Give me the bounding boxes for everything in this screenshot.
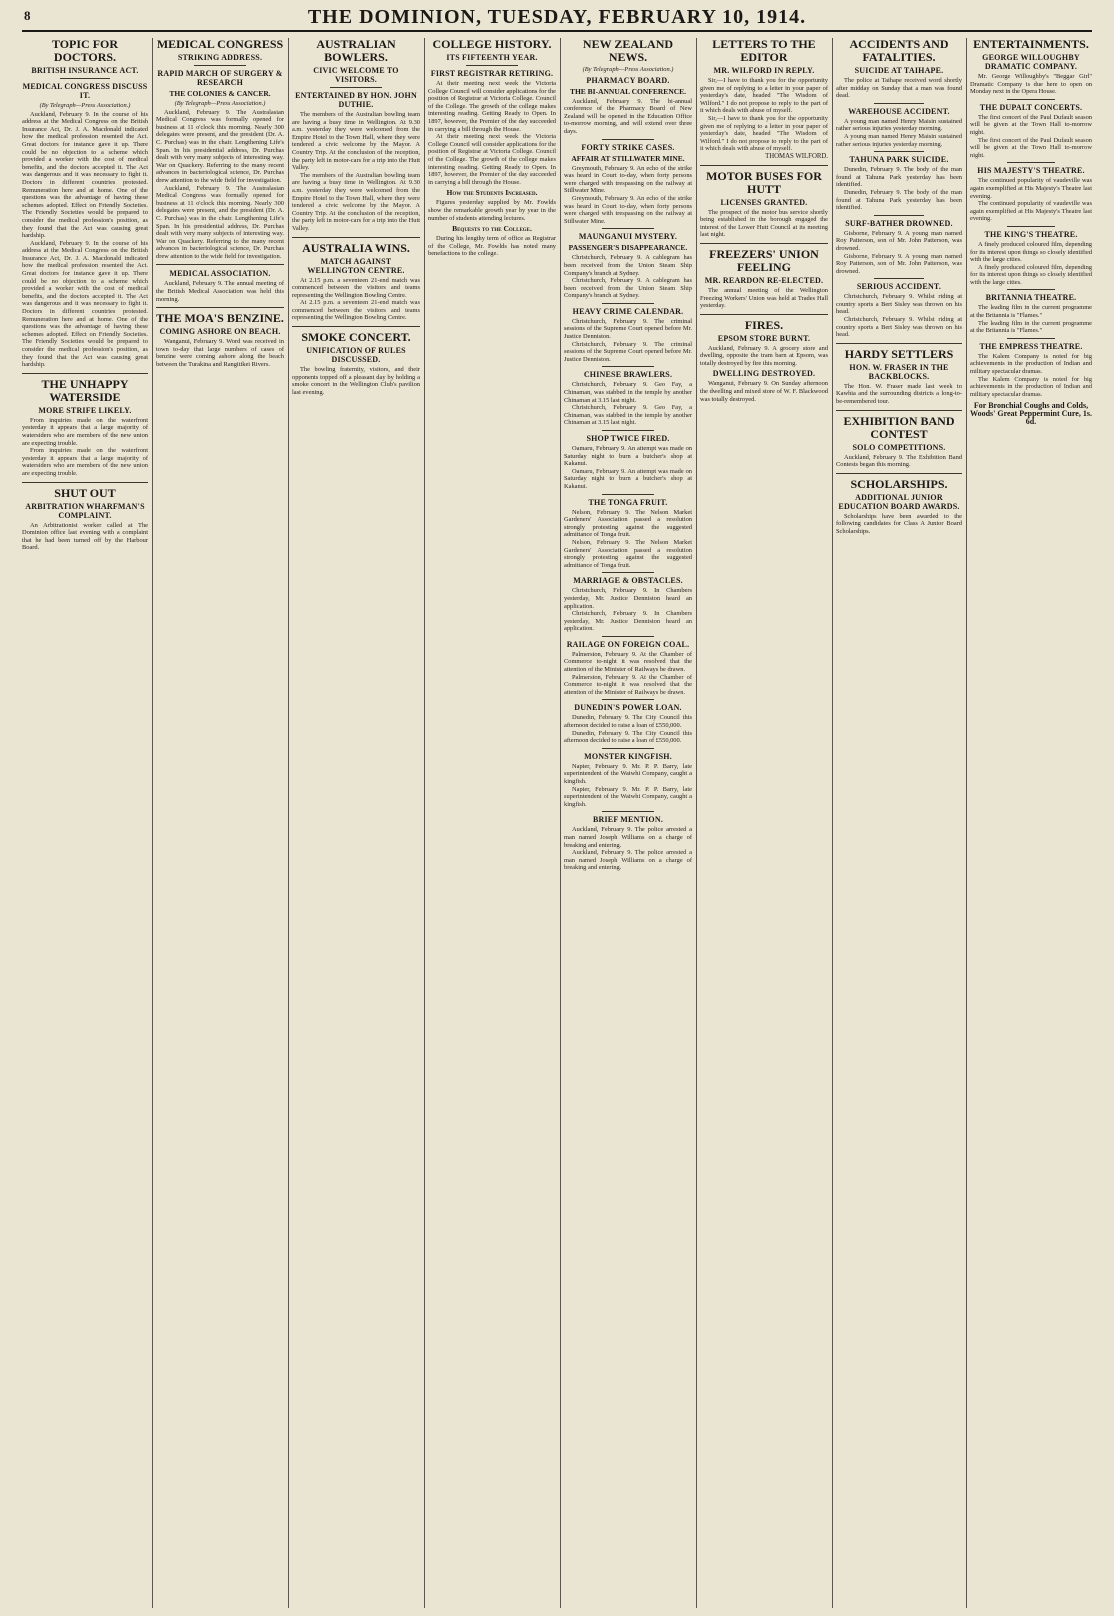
article-body: Auckland, February 9. The bi-annual conference of the Pharmacy Board of New Zealand will be opened in the Education Office to-morrow morning, and will extend over three days.: [564, 97, 692, 135]
subheading: How the Students Increased.: [446, 188, 538, 198]
article-body: The members of the Australian bowling team are having a busy time in Wellington. At 9.30 a.m. yesterday they were welcomed from the Empire Hotel to the Town Hall, where they were tendered a civic welcome by the Mayor. A Country Trip. At the conclusion of the reception, the party left in motor-cars for a trip into the Hutt Valley.: [292, 171, 420, 232]
subheading: SUICIDE AT TAIHAPE.: [854, 66, 944, 75]
headline: FREEZERS' UNION FEELING: [709, 246, 819, 274]
subheading: MR. WILFORD IN REPLY.: [713, 66, 815, 75]
headline: COLLEGE HISTORY.: [432, 38, 552, 51]
item-body: Nelson, February 9. The Nelson Market Gardeners' Association passed a resolution strongly protesting against the suggested admittance of Tonga fruit.: [564, 508, 692, 539]
subheading: MORE STRIFE LIKELY.: [38, 405, 132, 415]
headline: TOPIC FOR DOCTORS.: [51, 38, 119, 64]
item-headline: BRITANNIA THEATRE.: [985, 293, 1077, 303]
item-headline: HEAVY CRIME CALENDAR.: [572, 306, 684, 316]
item-body: Christchurch, February 9. Geo Fay, a Chinaman, was stabbed in the temple by another Chinaman at 3.15 last night.: [564, 404, 692, 427]
item-headline: MONSTER KINGFISH.: [584, 751, 672, 761]
subheading: THE BI-ANNUAL CONFERENCE.: [569, 86, 687, 96]
item-body: The first concert of the Paul Dufault season will be given at the Town Hall to-morrow night.: [970, 113, 1092, 136]
column-australian-bowlers: [292, 38, 420, 1608]
item-headline: MAUNGANUI MYSTERY.: [578, 232, 678, 242]
item-body: Nelson, February 9. The Nelson Market Gardeners' Association passed a resolution strongly protesting against the suggested admittance of Tonga fruit.: [564, 538, 692, 569]
headline: HARDY SETTLERS: [844, 346, 954, 361]
item-body: The first concert of the Paul Dufault season will be given at the Town Hall to-morrow night.: [970, 136, 1092, 159]
column-college-history: [428, 38, 556, 1608]
article-body: During his lengthy term of office as Registrar of the College, Mr. Fowlds has noted many benefactions to the college.: [428, 235, 556, 258]
article-body: The police at Taihape received word shortly after midday on Sunday that a man was found dead.: [836, 77, 962, 100]
column-letters-to-editor: [700, 38, 828, 1608]
article-body: The prospect of the motor bus service shortly being established in the borough engaged the interest of the Lower Hutt Council at its meeting last night.: [700, 208, 828, 239]
article-body: The bowling fraternity, visitors, and their opponents topped off a pleasant day by holding a smoke concert in the Wellington Club's pavilion last evening.: [292, 366, 420, 396]
item-headline: FORTY STRIKE CASES.: [581, 142, 675, 152]
item-headline: THE TONGA FRUIT.: [588, 497, 668, 507]
headline: NEW ZEALAND NEWS.: [582, 38, 674, 64]
subheading: ITS FIFTEENTH YEAR.: [446, 53, 538, 62]
article-body: The Hon. W. Fraser made last week to Kawhia and the surrounding districts a long-to-be-remembered tour.: [836, 382, 962, 406]
subheading: PHARMACY BOARD.: [586, 75, 670, 85]
headline: FIRES.: [744, 317, 784, 332]
item-body: Christchurch, February 9. The criminal sessions of the Supreme Court opened before Mr. Justice Denniston.: [564, 317, 692, 341]
item-body: A young man named Henry Maisin sustained rather serious injuries yesterday morning.: [836, 117, 962, 133]
item-body: Christchurch, February 9. A cablegram has been received from the Union Steam Ship Company's branch at Sydney.: [564, 254, 692, 277]
item-body: Dunedin, February 9. The City Council this afternoon decided to raise a loan of £550,000.: [564, 729, 692, 745]
item-body: Palmerston, February 9. At the Chamber of Commerce to-night it was resolved that the attention of the Minister of Railways be drawn.: [564, 673, 692, 696]
headline: AUSTRALIA WINS.: [302, 240, 410, 255]
headline: LETTERS TO THE EDITOR: [712, 38, 816, 64]
item-body: A finely produced coloured film, depending for its interest upon things so closely identified with the large cities.: [970, 240, 1092, 264]
subheading: EPSOM STORE BURNT.: [717, 333, 811, 343]
article-body: At their meeting next week the Victoria College Council will consider applications for the position of Registrar at Victoria College. Council of the College. The growth of the college makes interesting reading. Getting Ready to Open. In 1897, however, the Premier of the day succeeded in carrying a bill through the House.: [428, 133, 556, 186]
item-headline: RAILAGE ON FOREIGN COAL.: [566, 639, 690, 649]
subheading: ADDITIONAL JUNIOR EDUCATION BOARD AWARDS.: [838, 492, 960, 511]
subheading: Bequests to the College.: [452, 224, 532, 234]
item-body: Christchurch, February 9. Geo Fay, a Chinaman, was stabbed in the temple by another Chinaman at 3.15 last night.: [564, 381, 692, 404]
headline: THE UNHAPPY WATERSIDE: [41, 376, 129, 404]
item-body: Napier, February 9. Mr. P. P. Barry, late superintendent of the Waiwhi Company, caught a kingfish.: [564, 762, 692, 785]
item-subheading: PASSENGER'S DISAPPEARANCE.: [568, 243, 688, 253]
advertisement: For Bronchial Coughs and Colds, Woods' Great Peppermint Cure, 1s. 6d.: [970, 401, 1092, 426]
headline: MOTOR BUSES FOR HUTT: [706, 168, 822, 196]
item-headline: WAREHOUSE ACCIDENT.: [848, 106, 950, 116]
item-body: Greymouth, February 9. An echo of the strike was heard in Court to-day, when forty persons were charged with trespassing on the railway at Stillwater Mine.: [564, 194, 692, 225]
item-headline: TAHUNA PARK SUICIDE.: [849, 155, 949, 165]
item-subheading: AFFAIR AT STILLWATER MINE.: [571, 153, 685, 163]
subheading: UNIFICATION OF RULES DISCUSSED.: [306, 346, 406, 365]
article-body: Figures yesterday supplied by Mr. Fowlds show the remarkable growth year by year in the number of students attending lectures.: [428, 199, 556, 222]
item-body: Dunedin, February 9. The body of the man found at Tahuna Park yesterday has been identified.: [836, 166, 962, 189]
article-body: The annual meeting of the Wellington Freezing Workers' Union was held at Trades Hall yesterday.: [700, 286, 828, 310]
headline: EXHIBITION BAND CONTEST: [843, 413, 955, 441]
article-body: From inquiries made on the waterfront yesterday it appears that a large majority of watersiders who are members of the new union are expecting trouble.: [22, 447, 148, 477]
item-body: Christchurch, February 9. Whilst riding at country sports a Bert Sisley was thrown on his head.: [836, 316, 962, 339]
letter-signature: THOMAS WILFORD.: [765, 152, 828, 160]
item-body: The leading film in the current programme at the Britannia is "Flames.": [970, 304, 1092, 320]
column-new-zealand-news: [564, 38, 692, 1608]
subheading: LICENSES GRANTED.: [720, 197, 808, 207]
item-headline: MARRIAGE & OBSTACLES.: [573, 576, 683, 586]
item-body: The leading film in the current programme at the Britannia is "Flames.": [970, 319, 1092, 335]
credit-line: (By Telegraph—Press Association.): [174, 100, 266, 107]
item-headline: SERIOUS ACCIDENT.: [856, 282, 942, 292]
subheading: MATCH AGAINST WELLINGTON CENTRE.: [307, 256, 405, 275]
subheading: GEORGE WILLOUGHBY DRAMATIC COMPANY.: [982, 53, 1080, 71]
item-headline: THE EMPRESS THEATRE.: [979, 341, 1083, 351]
article-body: Auckland, February 9. The Australasian Medical Congress was formally opened for business at 11 o'clock this morning. Nearly 300 delegates were present, and the president (Dr. A. C. Purchas) was in the chair. Lengthening Life's Span. In his presidential address, Dr. Purchas dealt with very many subjects of interesting way. War on Quackery. Referring to the many recent advances in bacteriological science, Dr. Purchas drew attention to the wide field for investigation.: [156, 108, 284, 184]
credit-line: (By Telegraph—Press Association.): [582, 66, 674, 73]
item-body: The Kalem Company is noted for big achievements in the production of Indian and military spectacular dramas.: [970, 375, 1092, 398]
article-body: An Arbitrationist worker called at The Dominion office last evening with a complaint that he had been turned off by the Harbour Board.: [22, 521, 148, 552]
masthead: [22, 4, 1092, 32]
subheading: DWELLING DESTROYED.: [712, 369, 816, 379]
article-body: Auckland, February 9. In the course of his address at the Medical Congress on the British Insurance Act, Dr. J. A. Macdonald indicated how the medical profession resented the Act. Great doctors for instance gave it up. There could be no objection to a scheme which provided a worker with the cost of medical benefits, and the doctors accepted it. The Act was dangerous and it was necessary to fight it. Doctors in different countries protested. Remuneration here and at home. One of the questions was the advantage of having these schemes adopted. Effect on Friendly Societies. The Friendly Societies would be prepared to consider the medical profession's position, as they found that the Act was causing great hardship.: [22, 110, 148, 240]
article-body: Auckland, February 9. A grocery store and dwelling, opposite the tram barn at Epsom, was totally destroyed by fire this morning.: [700, 344, 828, 367]
item-body: Napier, February 9. Mr. P. P. Barry, late superintendent of the Waiwhi Company, caught a kingfish.: [564, 785, 692, 808]
headline: SCHOLARSHIPS.: [850, 476, 948, 491]
subheading: MEDICAL CONGRESS DISCUSS IT.: [22, 82, 148, 100]
column-entertainments: [970, 38, 1092, 1608]
subheading: FIRST REGISTRAR RETIRING.: [430, 69, 554, 78]
item-body: The continued popularity of vaudeville was again exemplified at His Majesty's Theatre last evening.: [970, 177, 1092, 200]
article-body: The members of the Australian bowling team are having a busy time in Wellington. At 9.30 a.m. yesterday they were welcomed from the Empire Hotel to the Town Hall, where they were tendered a civic welcome by the Mayor. A Country Trip. At the conclusion of the reception, the party left in motor-cars for a trip into the Hutt Valley.: [292, 111, 420, 172]
headline: ENTERTAINMENTS.: [973, 38, 1089, 51]
item-body: Dunedin, February 9. The body of the man found at Tahuna Park yesterday has been identified.: [836, 188, 962, 212]
subheading: MEDICAL ASSOCIATION.: [169, 269, 271, 279]
item-headline: DUNEDIN'S POWER LOAN.: [574, 703, 682, 713]
item-body: Gisborne, February 9. A young man named Roy Patterson, son of Mr. John Patterson, was drowned.: [836, 252, 962, 275]
letter-body: Sir,—I have to thank you for the opportunity given me of replying to a letter in your paper of yesterday's date, headed "The Wisdom of Wilford." I do not propose to reply to the part of it which deals with abuse of myself.: [700, 77, 828, 115]
subheading: ENTERTAINED BY HON. JOHN DUTHIE.: [295, 91, 417, 109]
item-body: A finely produced coloured film, depending for its interest upon things so closely identified with the large cities.: [970, 263, 1092, 286]
headline: AUSTRALIAN BOWLERS.: [316, 38, 396, 64]
item-body: Dunedin, February 9. The City Council this afternoon decided to raise a loan of £550,000.: [564, 714, 692, 730]
article-body: At 2.15 p.m. a seventeen 21-end match was commenced between the visitors and teams representing the Wellington Bowling Centre.: [292, 299, 420, 322]
headline: ACCIDENTS AND FATALITIES.: [849, 38, 949, 64]
item-body: The continued popularity of vaudeville was again exemplified at His Majesty's Theatre last evening.: [970, 200, 1092, 223]
subheading: STRIKING ADDRESS.: [177, 53, 263, 62]
item-headline: THE KING'S THEATRE.: [984, 229, 1078, 239]
item-headline: HIS MAJESTY'S THEATRE.: [977, 166, 1085, 176]
article-body: From inquiries made on the waterfront yesterday it appears that a large majority of watersiders who are members of the new union are expecting trouble.: [22, 416, 148, 447]
article-body: Auckland, February 9. In the course of his address at the Medical Congress on the British Insurance Act, Dr. J. A. Macdonald indicated how the medical profession resented the Act. Great doctors for instance gave it up. There could be no objection to a scheme which provided a worker with the cost of medical benefits, and the doctors accepted it. The Act was dangerous and it was necessary to fight it. Doctors in different countries protested. Remuneration here and at home. One of the questions was the advantage of having these schemes adopted. Effect on Friendly Societies. The Friendly Societies would be prepared to consider the medical profession's position, as they found that the Act was causing great hardship.: [22, 239, 148, 369]
item-body: Christchurch, February 9. In Chambers yesterday, Mr. Justice Denniston heard an application.: [564, 610, 692, 633]
headline: THE MOA'S BENZINE.: [156, 311, 284, 326]
article-body: At 2.15 p.m. a seventeen 21-end match was commenced between the visitors and teams representing the Wellington Bowling Centre.: [292, 276, 420, 299]
column-accidents: [836, 38, 962, 1608]
subheading: THE COLONIES & CANCER.: [169, 89, 271, 98]
subheading: MR. REARDON RE-ELECTED.: [704, 275, 824, 285]
item-body: Greymouth, February 9. An echo of the strike was heard in Court to-day, when forty persons were charged with trespassing on the railway at Stillwater Mine.: [564, 164, 692, 195]
item-body: Christchurch, February 9. The criminal sessions of the Supreme Court opened before Mr. Justice Denniston.: [564, 340, 692, 363]
article-body: Scholarships have been awarded to the following candidates for Class A Junior Board Scholarships.: [836, 512, 962, 535]
article-body: Auckland, February 9. The Australasian Medical Congress was formally opened for business at 11 o'clock this morning. Nearly 300 delegates were present, and the president (Dr. A. C. Purchas) was in the chair. Lengthening Life's Span. In his presidential address, Dr. Purchas dealt with very many subjects of interesting way. War on Quackery. Referring to the many recent advances in bacteriological science, Dr. Purchas drew attention to the wide field for investigation.: [156, 184, 284, 260]
headline: SMOKE CONCERT.: [301, 330, 411, 345]
headline: SHUT OUT: [54, 485, 116, 500]
credit-line: (By Telegraph—Press Association.): [39, 102, 131, 109]
headline: MEDICAL CONGRESS: [156, 38, 284, 51]
item-body: Oamaru, February 9. An attempt was made on Saturday night to burn a butcher's shop at Kakanui.: [564, 467, 692, 490]
item-headline: CHINESE BRAWLERS.: [583, 370, 673, 380]
item-body: Auckland, February 9. The police arrested a man named Joseph Williams on a charge of breaking and entering.: [564, 849, 692, 872]
subheading: CIVIC WELCOME TO VISITORS.: [313, 66, 399, 84]
item-headline: SURF-BATHER DROWNED.: [845, 218, 953, 228]
page-number: 8: [24, 8, 31, 23]
column-medical-congress: [156, 38, 284, 1608]
item-body: Christchurch, February 9. A cablegram has been received from the Union Steam Ship Company's branch at Sydney.: [564, 277, 692, 300]
article-body: Auckland, February 9. The Exhibition Band Contests began this morning.: [836, 453, 962, 469]
article-body: Auckland, February 9. The annual meeting of the British Medical Association was held this morning.: [156, 280, 284, 303]
column-topic-for-doctors: [22, 38, 148, 1608]
subheading: HON. W. FRASER IN THE BACKBLOCKS.: [849, 362, 949, 381]
letter-body: Sir,—I have to thank you for the opportunity given me of replying to a letter in your paper of yesterday's date, headed "The Wisdom of Wilford." I do not propose to reply to the part of it which deals with abuse of myself.: [700, 114, 828, 153]
article-body: Wanganui, February 9. Word was received in town to-day that large numbers of cases of benzine were coming ashore along the beach between the Turakina and Rangitikei Rivers.: [156, 338, 284, 369]
item-body: Gisborne, February 9. A young man named Roy Patterson, son of Mr. John Patterson, was drowned.: [836, 229, 962, 252]
item-body: Auckland, February 9. The police arrested a man named Joseph Williams on a charge of breaking and entering.: [564, 826, 692, 849]
subheading: COMING ASHORE ON BEACH.: [159, 327, 281, 337]
item-body: Palmerston, February 9. At the Chamber of Commerce to-night it was resolved that the attention of the Minister of Railways be drawn.: [564, 650, 692, 674]
article-body: Wanganui, February 9. On Sunday afternoon the dwelling and mixed store of W. F. Blackwood was totally destroyed.: [700, 380, 828, 403]
item-body: Christchurch, February 9. In Chambers yesterday, Mr. Justice Denniston heard an application.: [564, 587, 692, 610]
subheading: ARBITRATION WHARFMAN'S COMPLAINT.: [25, 501, 145, 520]
subheading: BRITISH INSURANCE ACT.: [31, 66, 139, 75]
subheading: SOLO COMPETITIONS.: [852, 442, 946, 452]
item-headline: SHOP TWICE FIRED.: [586, 434, 670, 443]
item-body: The Kalem Company is noted for big achievements in the production of Indian and military spectacular dramas.: [970, 352, 1092, 376]
item-body: Oamaru, February 9. An attempt was made on Saturday night to burn a butcher's shop at Kakanui.: [564, 445, 692, 468]
item-headline: BRIEF MENTION.: [592, 815, 664, 825]
item-body: Christchurch, February 9. Whilst riding at country sports a Bert Sisley was thrown on his head.: [836, 293, 962, 316]
subheading: RAPID MARCH OF SURGERY & RESEARCH: [157, 69, 283, 87]
masthead-title: THE DOMINION, TUESDAY, FEBRUARY 10, 1914.: [307, 5, 807, 28]
item-body: A young man named Henry Maisin sustained rather serious injuries yesterday morning.: [836, 132, 962, 148]
article-body: Mr. George Willoughby's "Beggar Girl" Dramatic Company is due here to open on Monday next in the Opera House.: [970, 73, 1092, 96]
item-headline: THE DUPALT CONCERTS.: [979, 102, 1083, 112]
article-body: At their meeting next week the Victoria College Council will consider applications for the position of Registrar at Victoria College. Council of the College. The growth of the college makes interesting reading. Getting Ready to Open. In 1897, however, the Premier of the day succeeded in carrying a bill through the House.: [428, 80, 556, 133]
